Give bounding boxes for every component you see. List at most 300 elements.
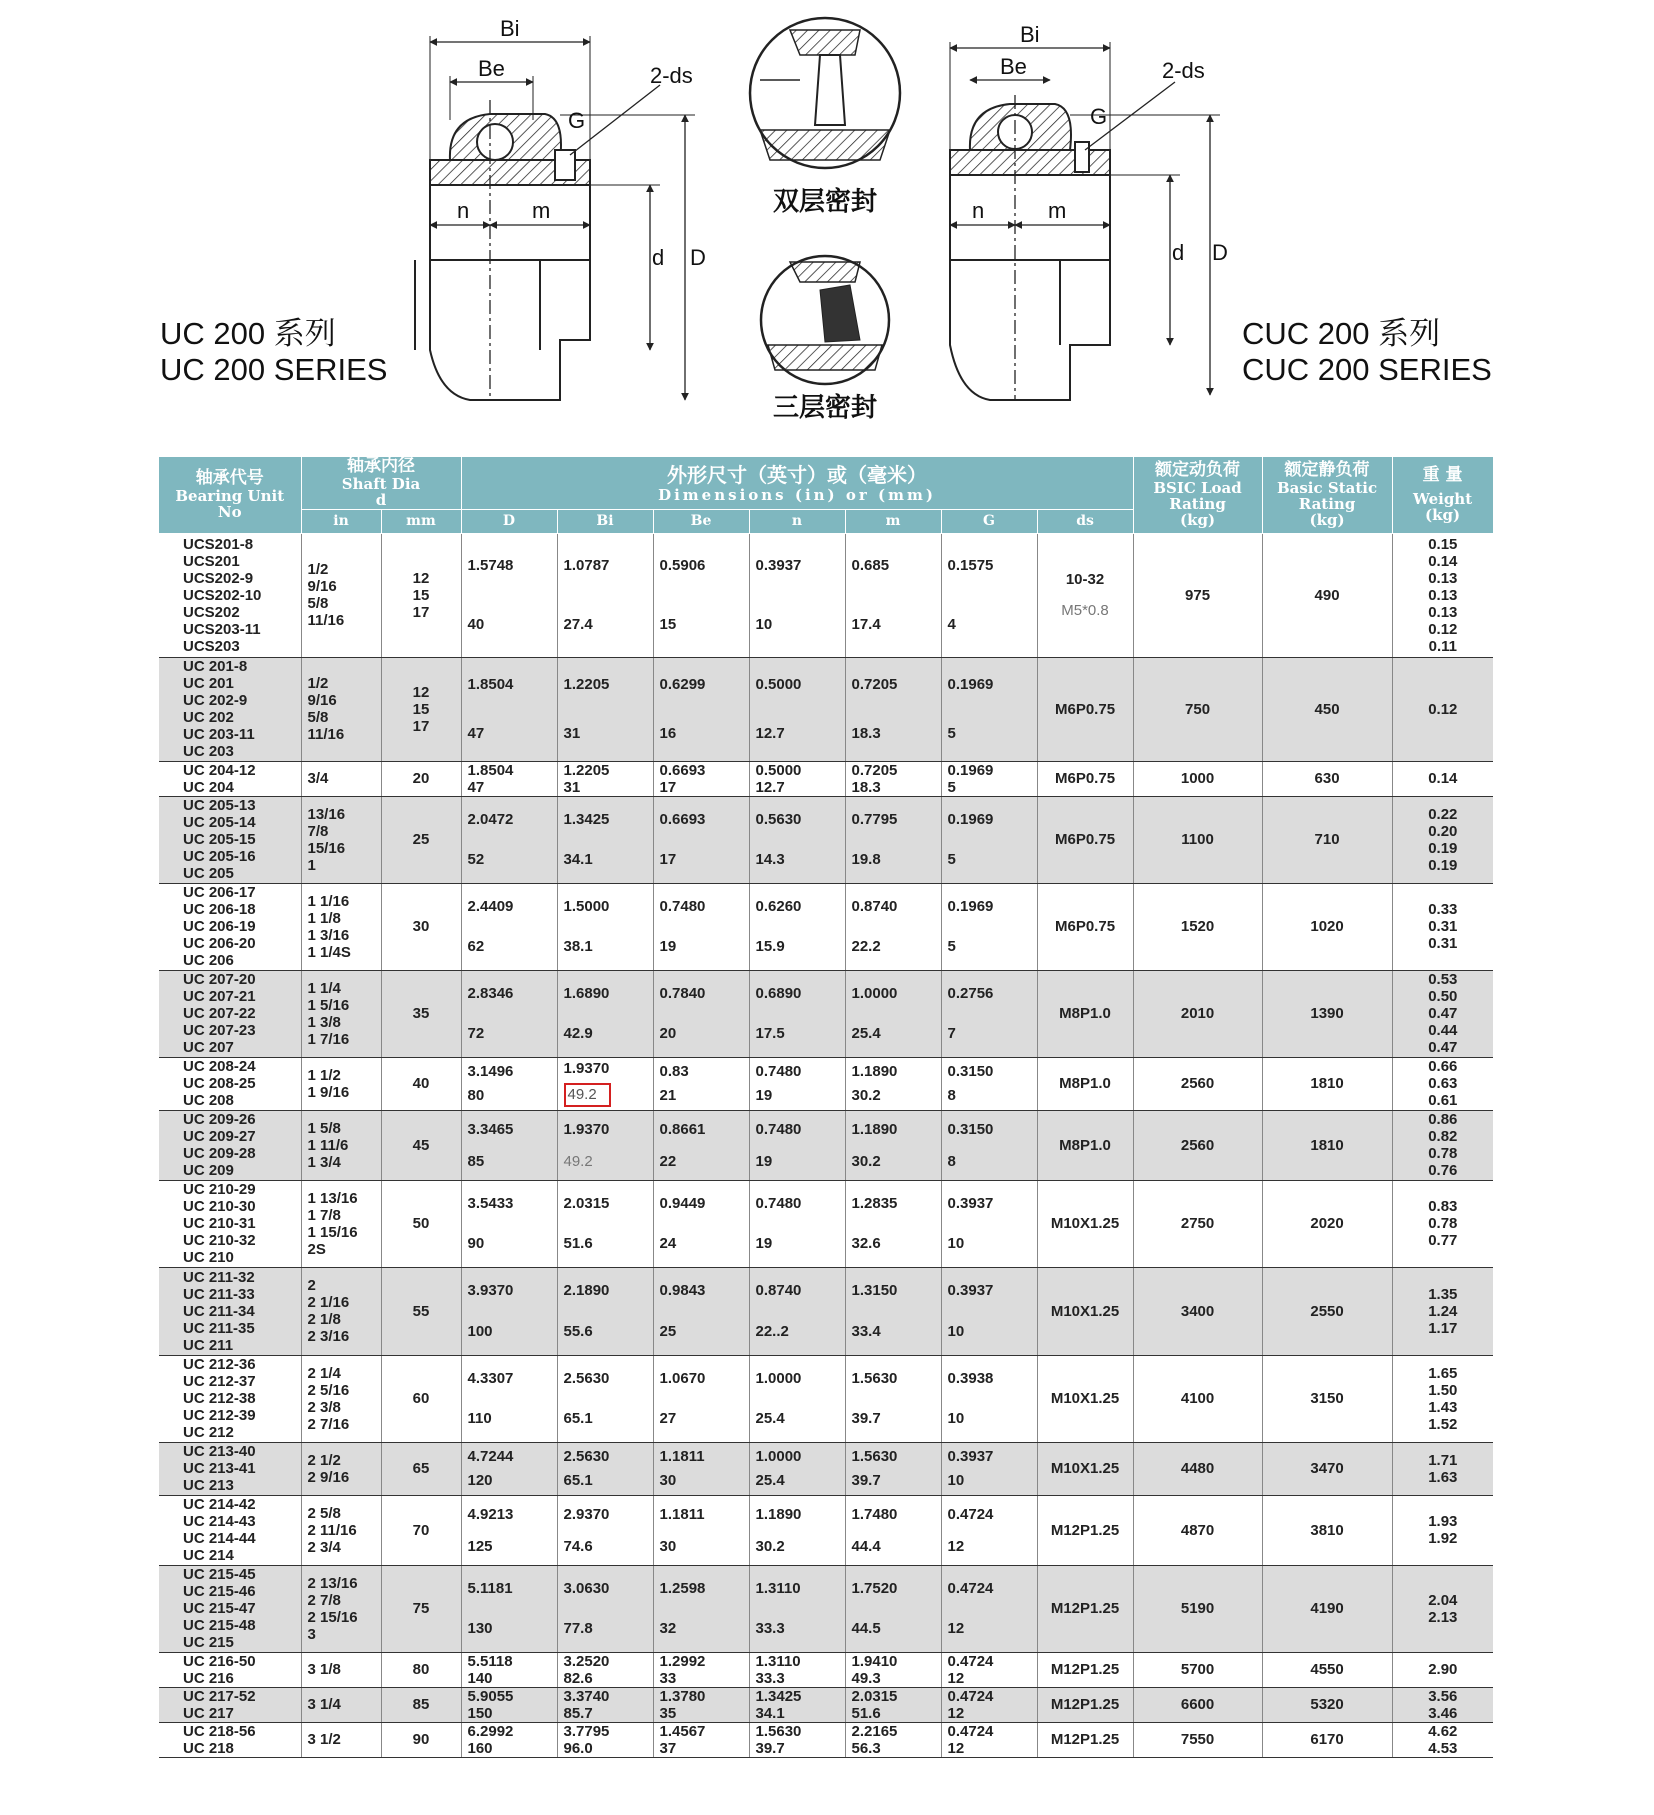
- dim-n-cell-value: 19: [755, 1235, 773, 1253]
- uc-series-cn: UC 200 系列: [160, 316, 336, 351]
- table-row: [159, 1687, 1493, 1722]
- bearing-unit-cell-value: UC 210-30: [183, 1198, 256, 1215]
- uc-series-en: UC 200 SERIES: [160, 352, 388, 387]
- dim-Bi-cell: [557, 970, 653, 1057]
- dim-Bi-cell-value: 85.7: [563, 1704, 593, 1722]
- weight-cell-value: 0.31: [1428, 935, 1458, 952]
- bearing-unit-cell-value: UC 210-31: [183, 1215, 256, 1232]
- table-row: [159, 1057, 1493, 1110]
- dim-G-cell-value: 0.4724: [947, 1652, 994, 1670]
- dim-G-cell-value: 12: [947, 1537, 965, 1555]
- dim-n-cell-value: 0.3937: [755, 557, 802, 574]
- shaft-in-cell-value: 1 3/16: [307, 926, 350, 944]
- dim-Bi-cell-value: 3.3740: [563, 1687, 610, 1705]
- weight-cell-value: 0.47: [1428, 1005, 1458, 1022]
- table-header: [159, 457, 1493, 533]
- shaft-in-cell-value: 1 9/16: [307, 1083, 350, 1101]
- shaft-in-cell: [301, 1110, 381, 1180]
- weight-cell: [1392, 1110, 1493, 1180]
- dim-n-cell-value: 22..2: [755, 1323, 789, 1340]
- bearing-unit-cell-value: UC 215-47: [183, 1600, 256, 1617]
- dim-Be-cell: [653, 796, 749, 883]
- header-shaft-dia: 轴承内径 Shaft Dia d: [301, 457, 461, 509]
- table-row: [159, 1267, 1493, 1355]
- table-row: [159, 796, 1493, 883]
- shaft-in-cell: [301, 970, 381, 1057]
- dim-D-cell: [461, 970, 557, 1057]
- dim-n-cell-value: 0.6260: [755, 897, 802, 915]
- shaft-mm-cell: [381, 1687, 461, 1722]
- dim-n-cell-value: 33.3: [755, 1620, 785, 1638]
- dim-Be-cell: [653, 1722, 749, 1757]
- dim-D-cell-value: 4.3307: [467, 1369, 514, 1387]
- double-seal-label: 双层密封: [772, 187, 878, 217]
- shaft-mm-cell-value: 12: [412, 683, 430, 701]
- dim-D-cell-value: 47: [467, 725, 485, 742]
- weight-cell-value: 0.86: [1428, 1111, 1458, 1128]
- bearing-unit-cell-value: UC 208: [183, 1092, 234, 1109]
- shaft-in-cell: [301, 1355, 381, 1442]
- bearing-unit-cell-value: UC 211-34: [183, 1302, 255, 1320]
- dim-D-cell: [461, 1495, 557, 1565]
- dim-G-cell-value: 0.4724: [947, 1505, 994, 1523]
- shaft-mm-cell: [381, 1495, 461, 1565]
- triple-seal-detail: [761, 256, 889, 384]
- dim-Be-cell-value: 30: [659, 1537, 677, 1555]
- static-load-cell: 630: [1262, 761, 1392, 796]
- dim-Be-cell: [653, 1442, 749, 1495]
- dim-Be-cell-value: 0.8661: [659, 1120, 706, 1138]
- bearing-unit-cell-value: UC 206-19: [183, 918, 256, 935]
- dim-Be-cell-value: 0.6693: [659, 810, 706, 828]
- bearing-unit-cell: [159, 796, 301, 883]
- dynamic-load-cell: 2010: [1133, 970, 1262, 1057]
- weight-cell-value: 0.77: [1428, 1232, 1458, 1249]
- dim-Bi-cell-value: 51.6: [563, 1235, 593, 1253]
- weight-cell: [1392, 1687, 1493, 1722]
- dim-D-cell-value: 140: [467, 1669, 493, 1687]
- dim-G-cell-value: 0.3150: [947, 1063, 994, 1081]
- bearing-unit-cell-value: UCS203: [183, 637, 240, 655]
- dim-D-cell-value: 62: [467, 938, 485, 956]
- dim-G-cell: [941, 796, 1037, 883]
- dynamic-load-cell: 5700: [1133, 1652, 1262, 1687]
- dim-Bi-cell: [557, 1057, 653, 1110]
- shaft-in-cell-value: 1 3/4: [307, 1153, 341, 1171]
- dynamic-load-cell: 6600: [1133, 1687, 1262, 1722]
- shaft-in-cell-value: 1 7/16: [307, 1030, 350, 1048]
- dim-n-cell: [749, 1180, 845, 1267]
- dim-Bi-cell-value: 2.1890: [563, 1282, 610, 1299]
- cuc-series-title: [1242, 316, 1492, 388]
- weight-cell-value: 2.13: [1428, 1608, 1458, 1626]
- subheader-in: in: [301, 509, 381, 533]
- dim-Bi-cell-value: 2.0315: [563, 1194, 610, 1212]
- bearing-unit-cell-value: UC 201-8: [183, 658, 248, 675]
- static-load-cell: 2550: [1262, 1267, 1392, 1355]
- weight-cell-value: 1.35: [1428, 1285, 1458, 1303]
- bearing-unit-cell-value: UC 213-41: [183, 1460, 256, 1477]
- dim-Be-cell: [653, 1652, 749, 1687]
- dim-m-cell-value: 1.1890: [851, 1120, 898, 1138]
- thread-ds-cell: [1037, 1565, 1133, 1652]
- table-row: [159, 1565, 1493, 1652]
- dim-Be-cell: [653, 1057, 749, 1110]
- shaft-mm-cell: [381, 1565, 461, 1652]
- shaft-mm-cell: [381, 796, 461, 883]
- dim-ds-label: 2-ds: [650, 63, 693, 88]
- header-dimensions: 外形尺寸（英寸）或（毫米） Dimensions (in) or (mm): [461, 457, 1133, 509]
- dim-G-cell-value: 0.3150: [947, 1120, 994, 1138]
- dim-m-cell: [845, 1652, 941, 1687]
- weight-cell-value: 0.63: [1428, 1075, 1458, 1092]
- bearing-unit-cell: [159, 1057, 301, 1110]
- shaft-in-cell-value: 11/16: [307, 726, 345, 743]
- dim-Be-cell-value: 0.6693: [659, 761, 706, 779]
- dim-Be-cell: [653, 533, 749, 657]
- dim-D-cell: [461, 533, 557, 657]
- dim-G-cell-value: 0.1969: [947, 810, 994, 828]
- bearing-unit-cell-value: UC 202-9: [183, 692, 248, 709]
- shaft-in-cell-value: 1: [307, 856, 316, 874]
- weight-cell-value: 2.04: [1428, 1591, 1458, 1609]
- dim-m-label: m: [532, 198, 551, 223]
- dim-D-cell-value: 40: [467, 616, 485, 633]
- weight-cell-value: 0.31: [1428, 918, 1458, 935]
- header-static-load: 额定静负荷 Basic Static Rating (kg): [1262, 457, 1392, 533]
- thread-ds-cell-value: M12P1.25: [1050, 1731, 1120, 1748]
- dim-D-cell: [461, 1267, 557, 1355]
- weight-cell: [1392, 883, 1493, 970]
- dim-G-cell-value: 8: [947, 1152, 956, 1170]
- dim-Bi-cell: [557, 1722, 653, 1757]
- shaft-mm-cell-value: 15: [412, 700, 430, 718]
- dim-Bi-cell: [557, 796, 653, 883]
- dim-n-cell-value: 14.3: [755, 851, 785, 869]
- weight-cell: [1392, 796, 1493, 883]
- bearing-unit-cell-value: UC 211-33: [183, 1285, 255, 1303]
- dim-D-cell-value: 85: [467, 1152, 485, 1170]
- dim-Be-cell-value: 16: [659, 725, 677, 742]
- shaft-in-cell-value: 2 11/16: [307, 1521, 357, 1539]
- dim-n-cell: [749, 533, 845, 657]
- dim-D-cell-value: 6.2992: [467, 1722, 514, 1740]
- shaft-in-cell: [301, 1565, 381, 1652]
- shaft-in-cell-value: 1 5/8: [307, 1119, 341, 1137]
- dim-D-cell-value: 52: [467, 851, 485, 869]
- dim-G-cell-value: 0.1969: [947, 676, 994, 693]
- bearing-unit-cell-value: UCS201: [183, 552, 240, 570]
- dim-Be-cell-value: 33: [659, 1669, 677, 1687]
- dim-D-cell: [461, 1180, 557, 1267]
- bearing-unit-cell-value: UC 214-43: [183, 1513, 256, 1530]
- dim-Be-cell: [653, 761, 749, 796]
- dim-G-cell-value: 12: [947, 1620, 965, 1638]
- dim-n-cell: [749, 883, 845, 970]
- bearing-unit-cell-value: UC 209-26: [183, 1111, 256, 1128]
- bearing-unit-cell-value: UCS201-8: [183, 535, 254, 553]
- dim-G-cell-value: 0.4724: [947, 1687, 994, 1705]
- dim-m-cell-value: 30.2: [851, 1086, 881, 1104]
- bearing-unit-cell: [159, 1442, 301, 1495]
- shaft-in-cell-value: 2 3/16: [307, 1328, 350, 1345]
- dim-D-cell-value: 1.5748: [467, 557, 514, 574]
- dim-D-cell-value: 3.9370: [467, 1282, 514, 1299]
- thread-ds-cell: [1037, 796, 1133, 883]
- shaft-in-cell-value: 1 1/4: [307, 979, 341, 997]
- table-row: [159, 883, 1493, 970]
- dim-Bi-cell-value: 1.5000: [563, 897, 610, 915]
- weight-cell-value: 0.66: [1428, 1058, 1458, 1075]
- dim-D-cell-value: 160: [467, 1739, 493, 1757]
- dim-Be-cell-value: 27: [659, 1410, 677, 1428]
- dim-m-cell-value: 2.2165: [851, 1722, 898, 1740]
- shaft-in-cell: [301, 1722, 381, 1757]
- dim-G-cell-value: 10: [947, 1323, 965, 1340]
- shaft-in-cell-value: 3 1/8: [307, 1661, 341, 1678]
- shaft-mm-cell: [381, 1355, 461, 1442]
- dim-n-cell-value: 1.3110: [755, 1579, 801, 1597]
- bearing-unit-cell-value: UC 217: [183, 1704, 234, 1722]
- bearing-unit-cell-value: UC 211: [183, 1336, 234, 1354]
- weight-cell-value: 0.20: [1428, 822, 1458, 840]
- dim-n-cell-value: 33.3: [755, 1669, 785, 1687]
- dim-G-cell-value: 0.3937: [947, 1282, 994, 1299]
- dim-D-cell-value: 47: [467, 778, 485, 796]
- dim-g-label: G: [568, 108, 586, 133]
- dynamic-load-cell: 2750: [1133, 1180, 1262, 1267]
- shaft-mm-cell-value: 17: [412, 603, 430, 621]
- bearing-unit-cell: [159, 1652, 301, 1687]
- shaft-mm-cell: [381, 1652, 461, 1687]
- shaft-mm-cell-value: 50: [412, 1215, 430, 1232]
- subheader-Be: Be: [653, 509, 749, 533]
- bearing-unit-cell-value: UC 215: [183, 1634, 234, 1651]
- dim-G-cell-value: 4: [947, 616, 956, 633]
- dim-m-cell-value: 1.2835: [851, 1194, 898, 1212]
- weight-cell-value: 0.61: [1428, 1092, 1458, 1109]
- dim-m-cell-value: 25.4: [851, 1025, 881, 1043]
- thread-ds-cell-value: 10-32: [1065, 571, 1105, 588]
- weight-cell-value: 0.19: [1428, 839, 1458, 857]
- dim-Be-cell-value: 1.1811: [659, 1448, 705, 1466]
- thread-ds-cell-value: M12P1.25: [1050, 1600, 1120, 1617]
- bearing-unit-cell-value: UC 215-48: [183, 1617, 256, 1634]
- bearing-unit-cell: [159, 533, 301, 657]
- bearing-unit-cell-value: UC 203-11: [183, 726, 255, 743]
- dim-G-cell-value: 8: [947, 1086, 956, 1104]
- shaft-in-cell-value: 11/16: [307, 612, 345, 629]
- dynamic-load-cell: 2560: [1133, 1110, 1262, 1180]
- shaft-mm-cell-value: 25: [412, 831, 430, 848]
- dim-m-cell: [845, 533, 941, 657]
- dim-Be-cell-value: 20: [659, 1025, 677, 1043]
- dim-Be-cell-value: 0.9449: [659, 1194, 706, 1212]
- bearing-unit-cell-value: UC 212-37: [183, 1373, 256, 1390]
- dim-m-cell: [845, 1722, 941, 1757]
- dynamic-load-cell: 1000: [1133, 761, 1262, 796]
- shaft-in-cell-value: 9/16: [307, 578, 337, 595]
- dim-D-cell-value: 130: [467, 1620, 493, 1638]
- dim-Be-cell-value: 19: [659, 938, 677, 956]
- shaft-in-cell-value: 1 7/8: [307, 1206, 341, 1224]
- dim-D-cell: [461, 1355, 557, 1442]
- shaft-in-cell-value: 1 1/2: [307, 1066, 341, 1084]
- dim-m-cell-value: 1.7480: [851, 1505, 898, 1523]
- dim-n-cell: [749, 1110, 845, 1180]
- weight-cell-value: 0.53: [1428, 971, 1458, 988]
- weight-cell-value: 0.13: [1428, 603, 1458, 621]
- dim-D-cell-value: 4.9213: [467, 1505, 514, 1523]
- dim-n-cell-value: 17.5: [755, 1025, 785, 1043]
- dim-G-cell: [941, 970, 1037, 1057]
- dim-Bi-cell-value: 42.9: [563, 1025, 593, 1043]
- dim-Be-cell: [653, 1495, 749, 1565]
- dim-n-cell: [749, 1722, 845, 1757]
- shaft-in-cell-value: 7/8: [307, 822, 329, 840]
- shaft-in-cell-value: 3 1/4: [307, 1696, 341, 1713]
- dim-D-cell: [461, 761, 557, 796]
- dynamic-load-cell: 1100: [1133, 796, 1262, 883]
- shaft-in-cell-value: 3: [307, 1625, 316, 1643]
- dim-Be-cell: [653, 1267, 749, 1355]
- dim-m-cell-value: 39.7: [851, 1410, 881, 1428]
- dim-Bi-cell: [557, 1180, 653, 1267]
- shaft-in-cell-value: 15/16: [307, 839, 346, 857]
- dim-n-cell: [749, 1652, 845, 1687]
- dim-n-cell-value: 12.7: [755, 778, 785, 796]
- dim-Bi-cell-value: 1.9370: [563, 1059, 610, 1077]
- dim-n-cell: [749, 1687, 845, 1722]
- weight-cell: [1392, 761, 1493, 796]
- thread-ds-cell-value: M6P0.75: [1055, 770, 1116, 787]
- subheader-mm: mm: [381, 509, 461, 533]
- bearing-unit-cell-value: UC 206-20: [183, 935, 256, 952]
- dim-G-cell-value: 0.4724: [947, 1722, 994, 1740]
- shaft-mm-cell: [381, 883, 461, 970]
- shaft-in-cell: [301, 883, 381, 970]
- thread-ds-cell: [1037, 1355, 1133, 1442]
- dim-D-cell-value: 3.5433: [467, 1194, 514, 1212]
- dim-n-cell-value: 25.4: [755, 1471, 785, 1489]
- dim-G-cell-value: 0.3937: [947, 1448, 994, 1466]
- dim-m-cell: [845, 1267, 941, 1355]
- dim-n-cell: [749, 761, 845, 796]
- shaft-in-cell: [301, 533, 381, 657]
- dim-n-cell-value: 39.7: [755, 1739, 785, 1757]
- bearing-unit-cell: [159, 1355, 301, 1442]
- bearing-unit-cell-value: UC 207: [183, 1039, 234, 1056]
- weight-cell-value: 1.65: [1428, 1364, 1458, 1382]
- bearing-unit-cell-value: UC 214-44: [183, 1530, 256, 1547]
- bearing-unit-cell-value: UC 207-23: [183, 1022, 256, 1039]
- weight-cell: [1392, 1057, 1493, 1110]
- static-load-cell: 710: [1262, 796, 1392, 883]
- dim-Be-cell-value: 0.7480: [659, 897, 706, 915]
- dim-m-cell-value: 39.7: [851, 1471, 881, 1489]
- shaft-mm-cell-value: 30: [412, 918, 430, 935]
- cuc-dim-bi-label: Bi: [1020, 22, 1040, 47]
- shaft-in-cell: [301, 796, 381, 883]
- bearing-unit-cell-value: UCS203-11: [183, 620, 261, 638]
- bearing-unit-cell-value: UC 210-32: [183, 1232, 256, 1249]
- weight-cell-value: 0.12: [1428, 700, 1458, 718]
- weight-cell-value: 0.19: [1428, 856, 1458, 874]
- static-load-cell: 450: [1262, 657, 1392, 761]
- dim-G-cell-value: 5: [947, 938, 956, 956]
- weight-cell-value: 0.13: [1428, 586, 1458, 604]
- bearing-unit-cell-value: UC 215-45: [183, 1566, 256, 1583]
- dynamic-load-cell: 2560: [1133, 1057, 1262, 1110]
- dynamic-load-cell: 975: [1133, 533, 1262, 657]
- shaft-mm-cell-value: 65: [412, 1460, 430, 1477]
- shaft-in-cell-value: 1/2: [307, 675, 329, 692]
- subheader-G: G: [941, 509, 1037, 533]
- dim-n-cell-value: 30.2: [755, 1537, 785, 1555]
- dim-Be-cell-value: 1.2598: [659, 1579, 706, 1597]
- static-load-cell: 490: [1262, 533, 1392, 657]
- dim-G-cell-value: 7: [947, 1025, 956, 1043]
- thread-ds-cell: [1037, 1110, 1133, 1180]
- static-load-cell: 4550: [1262, 1652, 1392, 1687]
- dim-n-cell-value: 0.5000: [755, 761, 802, 779]
- dim-G-cell: [941, 1442, 1037, 1495]
- weight-cell-value: 0.11: [1428, 637, 1457, 655]
- shaft-in-cell-value: 5/8: [307, 595, 329, 612]
- shaft-in-cell-value: 9/16: [307, 692, 337, 709]
- dim-G-cell-value: 0.2756: [947, 984, 994, 1002]
- bearing-unit-cell-value: UC 207-21: [183, 988, 256, 1005]
- table-row: [159, 1110, 1493, 1180]
- dim-Bi-cell-value: 2.5630: [563, 1448, 610, 1466]
- dim-m-cell: [845, 1687, 941, 1722]
- bearing-unit-cell-value: UC 209-28: [183, 1145, 256, 1162]
- dim-m-cell-value: 1.1890: [851, 1063, 898, 1081]
- static-load-cell: 3470: [1262, 1442, 1392, 1495]
- dim-n-cell-value: 0.7480: [755, 1063, 802, 1081]
- dim-G-cell: [941, 883, 1037, 970]
- dim-Bi-cell-value: 65.1: [563, 1471, 593, 1489]
- bearing-unit-cell-value: UC 216-50: [183, 1652, 256, 1670]
- dim-n-cell: [749, 1442, 845, 1495]
- bearing-unit-cell-value: UC 205-15: [183, 831, 256, 848]
- table-row: [159, 1180, 1493, 1267]
- dim-m-cell-value: 32.6: [851, 1235, 881, 1253]
- bearing-unit-cell: [159, 761, 301, 796]
- dim-n-cell-value: 10: [755, 616, 773, 633]
- thread-ds-cell-value: M10X1.25: [1050, 1390, 1120, 1407]
- cuc-dim-m-label: m: [1048, 198, 1067, 223]
- weight-cell: [1392, 1722, 1493, 1757]
- dim-m-cell-value: 1.0000: [851, 984, 898, 1002]
- weight-cell: [1392, 1495, 1493, 1565]
- cuc-series-cn: CUC 200 系列: [1242, 316, 1441, 351]
- dim-D-cell-value: 4.7244: [467, 1448, 514, 1466]
- shaft-in-cell-value: 2 3/4: [307, 1538, 341, 1556]
- thread-ds-cell-value: M10X1.25: [1050, 1460, 1120, 1477]
- weight-cell-value: 0.13: [1428, 569, 1458, 587]
- dim-G-cell-value: 0.3937: [947, 1194, 994, 1212]
- weight-cell-value: 3.56: [1428, 1687, 1458, 1705]
- shaft-mm-cell-value: 35: [412, 1005, 430, 1022]
- dim-n-cell-value: 0.6890: [755, 984, 802, 1002]
- dim-G-cell-value: 12: [947, 1669, 965, 1687]
- bearing-unit-cell-value: UCS202-9: [183, 569, 254, 587]
- dynamic-load-cell: 7550: [1133, 1722, 1262, 1757]
- thread-ds-cell: [1037, 1442, 1133, 1495]
- shaft-in-cell-value: 2 1/16: [307, 1294, 350, 1311]
- bearing-unit-cell: [159, 1565, 301, 1652]
